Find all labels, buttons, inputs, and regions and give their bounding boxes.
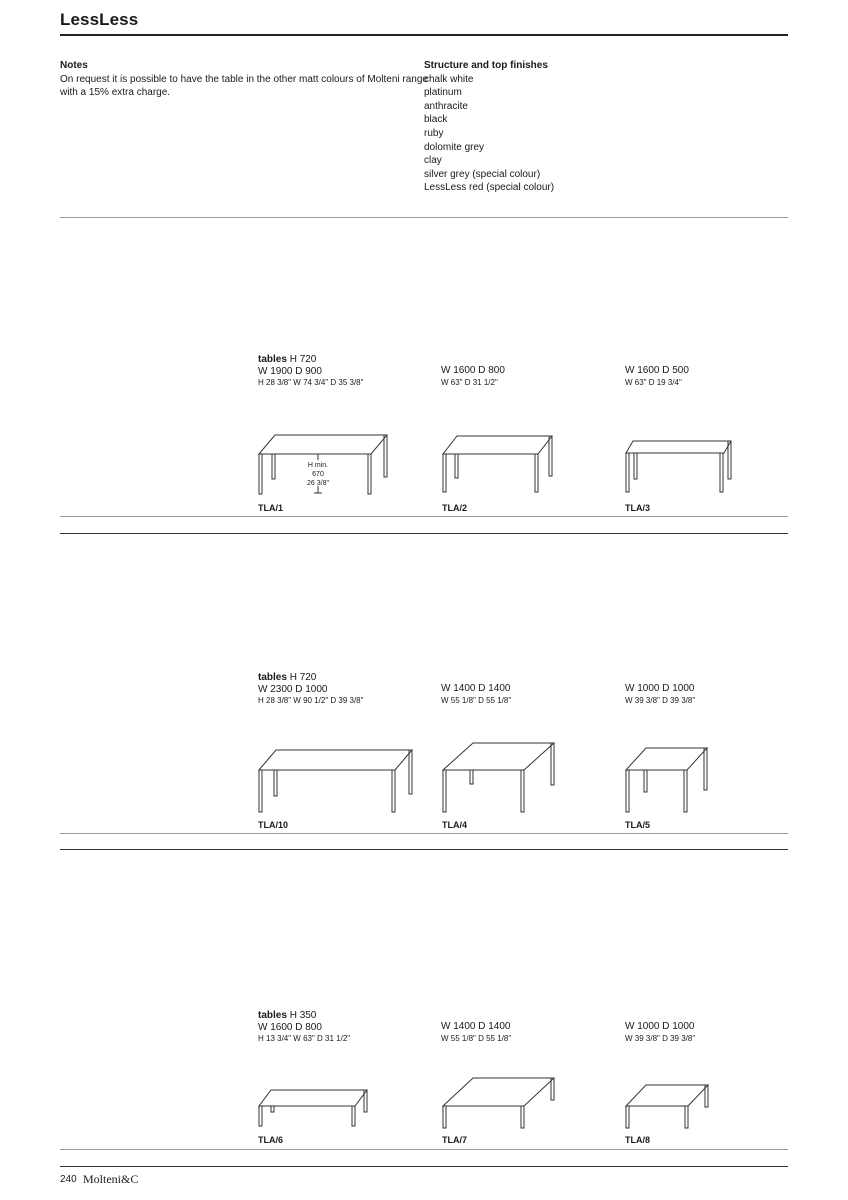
notes-heading: Notes <box>60 60 88 71</box>
item-dims: W 2300 D 1000 <box>258 683 328 695</box>
section-1-spec-a <box>258 354 363 389</box>
section-1-spec-b <box>441 365 505 389</box>
item-inches: H 28 3/8" W 90 1/2" D 39 3/8" <box>258 696 364 705</box>
section-3-spec-b <box>441 1021 511 1045</box>
notes-line: On request it is possible to have the table in the other matt colours of Molteni range <box>60 73 428 85</box>
item-dims: W 1000 D 1000 <box>625 1021 695 1032</box>
section-divider <box>60 1149 788 1150</box>
section-divider <box>60 533 788 534</box>
header-rule <box>60 34 788 36</box>
item-inches: W 39 3/8" D 39 3/8" <box>625 1033 696 1043</box>
item-dims: W 1400 D 1400 <box>441 1021 511 1032</box>
table-drawing-tla10 <box>256 746 416 816</box>
page-title: LessLess <box>60 10 139 29</box>
section-2-spec-c <box>625 683 695 707</box>
section-label: tables <box>258 354 287 365</box>
page-number: 240 <box>60 1174 77 1185</box>
item-inches: W 63" D 19 3/4" <box>625 377 682 387</box>
table-drawing-tla4 <box>440 740 558 818</box>
item-code: TLA/5 <box>625 820 651 830</box>
finish-item: LessLess red (special colour) <box>424 182 555 194</box>
item-inches: W 63" D 31 1/2" <box>441 377 498 387</box>
height-note-line: 670 <box>312 471 324 478</box>
item-code: TLA/4 <box>442 820 468 830</box>
height-note-line: 26 3/8" <box>307 480 329 487</box>
finish-item: platinum <box>424 87 462 99</box>
item-inches: H 13 3/4" W 63" D 31 1/2" <box>258 1034 351 1043</box>
section-3-spec-c <box>625 1021 695 1045</box>
item-dims: W 1000 D 1000 <box>625 683 695 694</box>
section-divider <box>60 217 788 218</box>
item-code: TLA/8 <box>625 1135 651 1145</box>
finishes-block <box>424 59 724 195</box>
section-1-spec-c <box>625 365 689 389</box>
height-note <box>300 461 336 488</box>
section-label: tables <box>258 672 287 683</box>
footer-rule <box>60 1166 788 1167</box>
table-drawing-tla6 <box>256 1086 371 1131</box>
table-drawing-tla5 <box>623 745 711 817</box>
table-drawing-tla3 <box>623 438 735 498</box>
table-drawing-tla2 <box>440 432 555 497</box>
finish-item: chalk white <box>424 73 474 85</box>
section-3-spec-a <box>258 1010 350 1045</box>
item-dims: W 1600 D 500 <box>625 365 689 376</box>
section-2-spec-b <box>441 683 511 707</box>
finish-item: clay <box>424 155 442 167</box>
item-code: TLA/10 <box>258 820 289 830</box>
item-inches: W 55 1/8" D 55 1/8" <box>441 1033 512 1043</box>
item-dims: W 1600 D 800 <box>258 1021 322 1033</box>
notes-line: with a 15% extra charge. <box>60 87 171 99</box>
item-dims: W 1600 D 800 <box>441 365 505 376</box>
section-divider <box>60 849 788 850</box>
item-code: TLA/3 <box>625 503 651 513</box>
finishes-heading: Structure and top finishes <box>424 60 548 71</box>
finish-item: black <box>424 114 448 126</box>
table-drawing-tla7 <box>440 1074 558 1134</box>
section-divider <box>60 833 788 834</box>
section-divider <box>60 516 788 517</box>
table-drawing-tla8 <box>623 1082 713 1134</box>
section-height: H 720 <box>289 672 317 683</box>
section-height: H 350 <box>289 1010 317 1021</box>
notes-block <box>60 59 428 100</box>
section-height: H 720 <box>289 354 317 365</box>
item-dims: W 1900 D 900 <box>258 365 322 377</box>
item-code: TLA/1 <box>258 503 284 513</box>
item-inches: W 39 3/8" D 39 3/8" <box>625 695 696 705</box>
item-code: TLA/2 <box>442 503 468 513</box>
item-inches: W 55 1/8" D 55 1/8" <box>441 695 512 705</box>
section-label: tables <box>258 1010 287 1021</box>
item-code: TLA/7 <box>442 1135 468 1145</box>
item-dims: W 1400 D 1400 <box>441 683 511 694</box>
finish-item: dolomite grey <box>424 141 485 153</box>
item-inches: H 28 3/8" W 74 3/4" D 35 3/8" <box>258 378 364 387</box>
finish-item: silver grey (special colour) <box>424 168 541 180</box>
item-code: TLA/6 <box>258 1135 284 1145</box>
finish-item: anthracite <box>424 100 468 112</box>
finish-item: ruby <box>424 127 444 139</box>
brand-logo: Molteni&C <box>83 1172 139 1186</box>
height-note-line: H min. <box>307 462 329 469</box>
section-2-spec-a <box>258 672 363 707</box>
